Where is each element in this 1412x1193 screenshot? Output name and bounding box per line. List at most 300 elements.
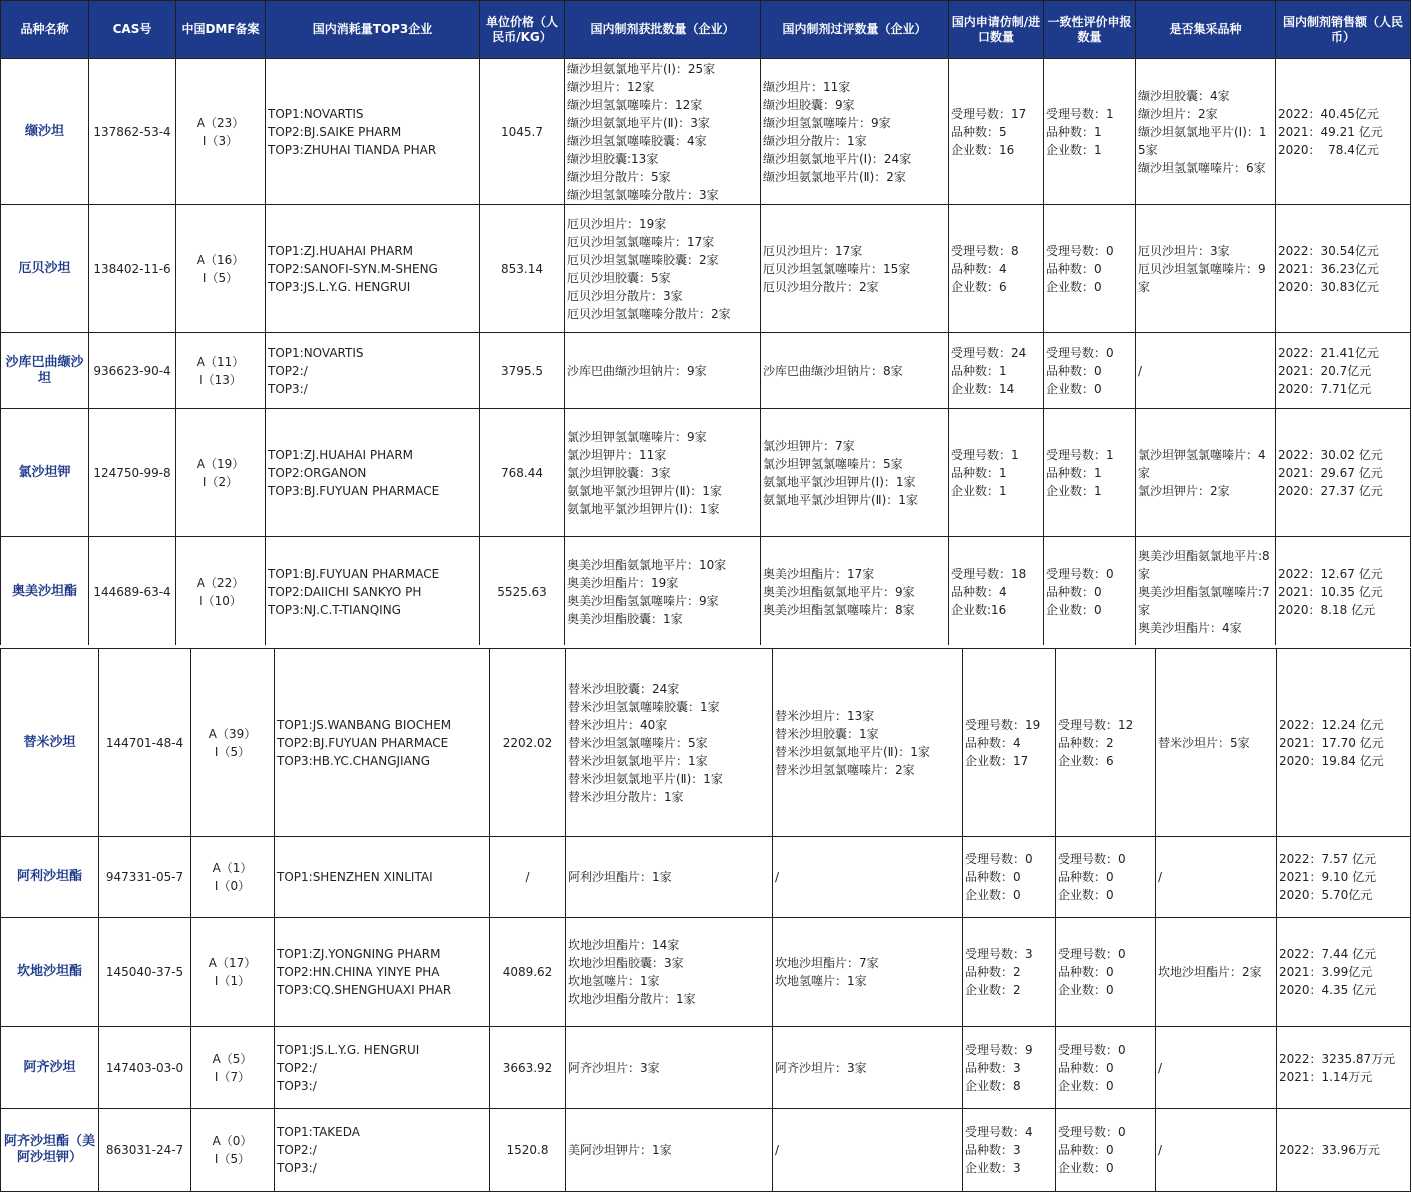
top3-companies-line: TOP3:/ [268,381,308,396]
application-count-line: 企业数:16 [951,602,1007,617]
top3-companies-line: TOP1:ZJ.HUAHAI PHARM [268,447,414,462]
header-dmf: 中国DMF备案 [176,1,266,59]
approved-count-line: 替米沙坦氨氯地平片：1家 [568,753,708,768]
sales-amount-line: 2021：36.23亿元 [1278,261,1379,276]
dmf-filing-line: I（2） [202,474,239,489]
sales-amount-line: 2021：3.99亿元 [1279,965,1373,979]
application-count-line: 受理号数：3 [965,947,1033,961]
application-count-cell [963,1027,1056,1109]
approved-count-line: 替米沙坦氨氯地平片(Ⅱ)：1家 [568,771,723,786]
approved-count-line: 氯沙坦钾胶囊：3家 [567,465,671,480]
vbp-status-cell [1136,537,1276,647]
vbp-status-line: 氯沙坦钾片：2家 [1138,483,1230,498]
top3-companies-cell [266,333,480,409]
drug-name-cell: 阿齐沙坦 [1,1027,99,1109]
vbp-status-cell [1156,649,1277,837]
consistency-count-cell [1056,1027,1156,1109]
unit-price-cell: 4089.62 [490,918,566,1027]
dmf-filing-line: I（5） [202,270,239,285]
vbp-status-line: 缬沙坦片：2家 [1138,106,1218,121]
approved-count-line: 氨氯地平氯沙坦钾片(Ⅱ)：1家 [567,483,722,498]
passed-count-line: 缬沙坦片：11家 [763,79,851,94]
application-count-line: 企业数：3 [965,1161,1021,1175]
dmf-filing-cell [176,333,266,409]
vbp-status-line: / [1158,870,1163,884]
dmf-filing-cell [191,918,275,1027]
drug-name-cell: 沙库巴曲缬沙坦 [1,333,89,409]
drug-name-cell: 缬沙坦 [1,59,89,205]
top3-companies-cell [266,409,480,537]
dmf-filing-line: A（19） [196,456,245,471]
application-count-line: 品种数：4 [951,261,1007,276]
sales-amount-cell [1277,1027,1411,1109]
approved-count-line: 缬沙坦氨氯地平片(Ⅱ)：3家 [567,115,710,130]
approved-count-cell [566,649,773,837]
sales-amount-cell [1277,649,1411,837]
application-count-line: 企业数：17 [965,753,1029,768]
sales-amount-line: 2022：21.41亿元 [1278,345,1379,360]
approved-count-line: 奥美沙坦酯胶囊：1家 [567,611,683,626]
header-top3: 国内消耗量TOP3企业 [266,1,480,59]
dmf-filing-line: I（3） [202,133,239,148]
passed-count-line: 替米沙坦氨氯地平片(Ⅱ)：1家 [775,744,930,759]
dmf-filing-cell [191,837,275,918]
approved-count-line: 坎地沙坦酯片：14家 [568,938,680,952]
drug-name-cell: 氯沙坦钾 [1,409,89,537]
passed-count-line: 阿齐沙坦片：3家 [775,1060,867,1075]
approved-count-line: 坎地沙坦酯胶囊：3家 [568,956,684,970]
consistency-count-line: 品种数：0 [1058,1143,1114,1157]
passed-count-line: 厄贝沙坦片：17家 [763,243,863,258]
application-count-line: 企业数：0 [965,888,1021,902]
application-count-line: 受理号数：17 [951,106,1027,121]
passed-count-line: 氨氯地平氯沙坦钾片(Ⅱ)：1家 [763,492,918,507]
top3-companies-line: TOP1:SHENZHEN XINLITAI [277,870,433,884]
approved-count-cell [566,1027,773,1109]
vbp-status-line: 厄贝沙坦片：3家 [1138,243,1230,258]
header-approved: 国内制剂获批数量（企业） [565,1,761,59]
approved-count-line: 替米沙坦胶囊：24家 [568,681,680,696]
passed-count-cell [773,1027,963,1109]
approved-count-cell [565,537,761,647]
table-row [1,1109,1411,1192]
application-count-cell [949,59,1044,205]
vbp-status-line: 奥美沙坦酯氨氯地平片:8家 [1138,548,1270,581]
unit-price-cell: 5525.63 [480,537,565,647]
application-count-line: 品种数：3 [965,1143,1021,1157]
sales-amount-line: 2022：7.44 亿元 [1279,947,1377,961]
top3-companies-line: TOP1:TAKEDA [277,1125,360,1139]
passed-count-line: 替米沙坦胶囊：1家 [775,726,879,741]
table-row [1,918,1411,1027]
passed-count-line: 缬沙坦胶囊：9家 [763,97,855,112]
dmf-filing-cell [176,537,266,647]
top3-companies-line: TOP1:NOVARTIS [268,106,364,121]
unit-price-cell: 853.14 [480,205,565,333]
top3-companies-line: TOP3:/ [277,1161,317,1175]
sales-amount-line: 2022：7.57 亿元 [1279,852,1377,866]
top3-companies-cell [275,837,490,918]
dmf-filing-cell [191,649,275,837]
sales-amount-line: 2022：12.24 亿元 [1279,717,1384,732]
top3-companies-line: TOP2:/ [277,1143,317,1157]
dmf-filing-cell [176,409,266,537]
approved-count-line: 阿齐沙坦片：3家 [568,1060,660,1075]
top3-companies-cell [275,649,490,837]
vbp-status-cell [1156,837,1277,918]
approved-count-cell [566,918,773,1027]
application-count-cell [949,409,1044,537]
drug-name-cell: 阿利沙坦酯 [1,837,99,918]
approved-count-line: 替米沙坦分散片：1家 [568,789,684,804]
vbp-status-cell [1136,333,1276,409]
approved-count-cell [566,1109,773,1192]
approved-count-cell [566,837,773,918]
application-count-line: 品种数：4 [965,735,1021,750]
cas-number-cell: 863031-24-7 [99,1109,191,1192]
sales-amount-line: 2020：5.70亿元 [1279,888,1373,902]
sales-amount-line: 2022：33.96万元 [1279,1143,1380,1157]
sales-amount-cell [1276,333,1411,409]
application-count-cell [949,333,1044,409]
consistency-count-cell [1056,1109,1156,1192]
vbp-status-line: 缬沙坦氢氯噻嗪片：6家 [1138,160,1266,175]
vbp-status-line: / [1138,363,1143,378]
vbp-status-line: 缬沙坦胶囊：4家 [1138,88,1230,103]
sales-amount-line: 2020：4.35 亿元 [1279,983,1377,997]
top3-companies-line: TOP1:JS.WANBANG BIOCHEM [277,717,452,732]
application-count-line: 受理号数：9 [965,1042,1033,1057]
approved-count-line: 美阿沙坦钾片：1家 [568,1143,672,1157]
application-count-line: 品种数：0 [965,870,1021,884]
consistency-count-line: 品种数：0 [1046,584,1102,599]
header-consistency: 一致性评价申报数量 [1044,1,1136,59]
application-count-line: 品种数：3 [965,1060,1021,1075]
consistency-count-line: 品种数：0 [1058,1060,1114,1075]
consistency-count-line: 受理号数：1 [1046,447,1114,462]
application-count-line: 企业数：8 [965,1078,1021,1093]
passed-count-cell [773,837,963,918]
passed-count-line: 缬沙坦氨氯地平片(Ⅰ)：24家 [763,151,912,166]
header-sales: 国内制剂销售额（人民币） [1276,1,1411,59]
vbp-status-line: 坎地沙坦酯片：2家 [1158,965,1262,979]
approved-count-line: 缬沙坦氨氯地平片(Ⅰ)：25家 [567,61,716,76]
vbp-status-line: 奥美沙坦酯氢氯噻嗪片:7家 [1138,584,1270,617]
consistency-count-line: 品种数：0 [1058,870,1114,884]
consistency-count-line: 企业数：0 [1046,279,1102,294]
dmf-filing-cell [191,1027,275,1109]
top3-companies-line: TOP2:HN.CHINA YINYE PHA [277,965,440,979]
application-count-line: 企业数：16 [951,142,1015,157]
sales-amount-line: 2021：20.7亿元 [1278,363,1372,378]
approved-count-line: 缬沙坦氢氯噻嗪分散片：3家 [567,187,719,202]
sales-amount-cell [1276,205,1411,333]
passed-count-line: 厄贝沙坦氢氯噻嗪片：15家 [763,261,911,276]
application-count-cell [963,837,1056,918]
sales-amount-line: 2020：30.83亿元 [1278,279,1379,294]
consistency-count-line: 受理号数：0 [1058,1125,1126,1139]
consistency-count-line: 受理号数：12 [1058,717,1134,732]
consistency-count-cell [1056,837,1156,918]
dmf-filing-cell [176,59,266,205]
passed-count-line: 坎地沙坦酯片：7家 [775,956,879,970]
sales-amount-line: 2022：12.67 亿元 [1278,566,1383,581]
approved-count-line: 厄贝沙坦氢氯噻嗪分散片：2家 [567,306,731,321]
vbp-status-cell [1156,1027,1277,1109]
dmf-filing-line: A（5） [212,1051,253,1066]
cas-number-cell: 147403-03-0 [99,1027,191,1109]
passed-count-cell [761,409,949,537]
sales-amount-cell [1276,409,1411,537]
passed-count-line: 厄贝沙坦分散片：2家 [763,279,879,294]
consistency-count-cell [1056,918,1156,1027]
dmf-filing-cell [176,205,266,333]
cas-number-cell: 144701-48-4 [99,649,191,837]
header-row [1,1,1411,59]
passed-count-line: 沙库巴曲缬沙坦钠片：8家 [763,363,903,378]
top3-companies-line: TOP3:ZHUHAI TIANDA PHAR [268,142,437,157]
approved-count-line: 厄贝沙坦氢氯噻嗪片：17家 [567,234,715,249]
vbp-status-line: 厄贝沙坦氢氯噻嗪片：9家 [1138,261,1266,294]
top3-companies-line: TOP1:BJ.FUYUAN PHARMACE [268,566,440,581]
top3-companies-line: TOP3:JS.L.Y.G. HENGRUI [268,279,411,294]
passed-count-line: 替米沙坦片：13家 [775,708,875,723]
table-row [1,537,1411,647]
top3-companies-line: TOP2:SANOFI-SYN.M-SHENG [268,261,438,276]
approved-count-cell [565,333,761,409]
approved-count-line: 替米沙坦氢氯噻嗪胶囊：1家 [568,699,720,714]
top3-companies-line: TOP1:ZJ.YONGNING PHARM [277,947,441,961]
approved-count-line: 缬沙坦分散片：5家 [567,169,671,184]
sales-amount-cell [1276,59,1411,205]
cas-number-cell: 124750-99-8 [89,409,176,537]
passed-count-line: 奥美沙坦酯片：17家 [763,566,875,581]
passed-count-line: 替米沙坦氢氯噻嗪片：2家 [775,762,915,777]
top3-companies-line: TOP3:BJ.FUYUAN PHARMACE [268,483,440,498]
top3-companies-line: TOP1:NOVARTIS [268,345,364,360]
passed-count-cell [773,649,963,837]
header-name: 品种名称 [1,1,89,59]
passed-count-cell [761,333,949,409]
unit-price-cell: 3663.92 [490,1027,566,1109]
sales-amount-line: 2020：27.37 亿元 [1278,483,1383,498]
vbp-status-line: 缬沙坦氨氯地平片(Ⅰ)：15家 [1138,124,1267,157]
consistency-count-line: 品种数：1 [1046,124,1102,139]
application-count-line: 品种数：5 [951,124,1007,139]
passed-count-line: 缬沙坦分散片：1家 [763,133,867,148]
dmf-filing-line: I（5） [214,1152,251,1166]
passed-count-cell [773,1109,963,1192]
application-count-line: 受理号数：24 [951,345,1027,360]
header-passed: 国内制剂过评数量（企业） [761,1,949,59]
consistency-count-line: 企业数：0 [1058,1161,1114,1175]
dmf-filing-line: I（1） [214,974,251,988]
unit-price-cell: 1520.8 [490,1109,566,1192]
application-count-line: 企业数：2 [965,983,1021,997]
top3-companies-line: TOP2:/ [277,1060,317,1075]
application-count-cell [949,537,1044,647]
drug-table-part-2 [0,648,1411,1192]
application-count-line: 品种数：1 [951,465,1007,480]
approved-count-line: 缬沙坦片：12家 [567,79,655,94]
sales-amount-line: 2022：30.02 亿元 [1278,447,1383,462]
vbp-status-cell [1136,409,1276,537]
vbp-status-cell [1136,59,1276,205]
sales-amount-cell [1276,537,1411,647]
vbp-status-cell [1156,1109,1277,1192]
cas-number-cell: 137862-53-4 [89,59,176,205]
sales-amount-line: 2021：49.21 亿元 [1278,124,1383,139]
top3-companies-cell [266,59,480,205]
dmf-filing-line: A（22） [196,575,245,590]
consistency-count-line: 企业数：0 [1058,888,1114,902]
unit-price-cell: 768.44 [480,409,565,537]
table-row [1,409,1411,537]
top3-companies-cell [266,205,480,333]
drug-name-cell: 厄贝沙坦 [1,205,89,333]
application-count-line: 受理号数：4 [965,1125,1033,1139]
sales-amount-line: 2021：17.70 亿元 [1279,735,1384,750]
passed-count-cell [761,537,949,647]
approved-count-line: 坎地氢噻片：1家 [568,974,660,988]
top3-companies-line: TOP3:NJ.C.T-TIANQING [268,602,401,617]
vbp-status-line: / [1158,1060,1163,1075]
passed-count-line: 缬沙坦氨氯地平片(Ⅱ)：2家 [763,169,906,184]
table-row [1,333,1411,409]
table-row [1,1027,1411,1109]
sales-amount-line: 2021：29.67 亿元 [1278,465,1383,480]
passed-count-line: 缬沙坦氢氯噻嗪片：9家 [763,115,891,130]
approved-count-line: 奥美沙坦酯片：19家 [567,575,679,590]
application-count-line: 受理号数：19 [965,717,1041,732]
dmf-filing-line: A（23） [196,115,245,130]
passed-count-line: 氯沙坦钾片：7家 [763,438,855,453]
sales-amount-line: 2020： 78.4亿元 [1278,142,1379,157]
application-count-line: 企业数：14 [951,381,1015,396]
consistency-count-line: 品种数：0 [1058,965,1114,979]
consistency-count-cell [1044,409,1136,537]
approved-count-line: 坎地沙坦酯分散片：1家 [568,992,696,1006]
passed-count-cell [761,205,949,333]
approved-count-line: 缬沙坦氢氯噻嗪胶囊：4家 [567,133,707,148]
application-count-cell [963,649,1056,837]
table-row [1,205,1411,333]
approved-count-line: 厄贝沙坦片：19家 [567,216,667,231]
dmf-filing-line: A（17） [208,956,257,970]
top3-companies-line: TOP1:JS.L.Y.G. HENGRUI [277,1042,420,1057]
top3-companies-cell [275,1027,490,1109]
approved-count-line: 沙库巴曲缬沙坦钠片：9家 [567,363,707,378]
consistency-count-line: 企业数：0 [1058,1078,1114,1093]
top3-companies-cell [275,1109,490,1192]
sales-amount-line: 2021：9.10 亿元 [1279,870,1377,884]
consistency-count-cell [1056,649,1156,837]
cas-number-cell: 138402-11-6 [89,205,176,333]
application-count-line: 受理号数：18 [951,566,1027,581]
approved-count-line: 氨氯地平氯沙坦钾片(Ⅰ)：1家 [567,501,720,516]
application-count-line: 受理号数：8 [951,243,1019,258]
cas-number-cell: 145040-37-5 [99,918,191,1027]
dmf-filing-line: A（39） [208,726,257,741]
unit-price-cell: 3795.5 [480,333,565,409]
top3-companies-line: TOP2:BJ.SAIKE PHARM [268,124,402,139]
consistency-count-line: 品种数：2 [1058,735,1114,750]
consistency-count-line: 受理号数：0 [1058,1042,1126,1057]
approved-count-cell [565,205,761,333]
passed-count-line: 奥美沙坦酯氨氯地平片：9家 [763,584,915,599]
approved-count-cell [565,59,761,205]
sales-amount-line: 2020：19.84 亿元 [1279,753,1384,768]
consistency-count-line: 企业数：1 [1046,142,1102,157]
application-count-line: 企业数：1 [951,483,1007,498]
top3-companies-line: TOP2:ORGANON [268,465,367,480]
header-price: 单位价格（人民币/KG） [480,1,565,59]
top3-companies-line: TOP3:/ [277,1078,317,1093]
cas-number-cell: 144689-63-4 [89,537,176,647]
unit-price-cell: 1045.7 [480,59,565,205]
consistency-count-line: 企业数：0 [1046,602,1102,617]
top3-companies-line: TOP2:/ [268,363,308,378]
sales-amount-line: 2022：3235.87万元 [1279,1051,1396,1066]
consistency-count-cell [1044,59,1136,205]
top3-companies-line: TOP3:HB.YC.CHANGJIANG [277,753,431,768]
approved-count-line: 氯沙坦钾片：11家 [567,447,667,462]
consistency-count-line: 品种数：0 [1046,261,1102,276]
consistency-count-line: 企业数：6 [1058,753,1114,768]
application-count-line: 品种数：1 [951,363,1007,378]
approved-count-line: 奥美沙坦酯氢氯噻嗪片：9家 [567,593,719,608]
approved-count-cell [565,409,761,537]
consistency-count-line: 受理号数：0 [1046,345,1114,360]
consistency-count-line: 受理号数：0 [1046,566,1114,581]
approved-count-line: 缬沙坦氢氯噻嗪片：12家 [567,97,703,112]
sales-amount-cell [1277,918,1411,1027]
dmf-filing-line: I（5） [214,744,251,759]
consistency-count-cell [1044,205,1136,333]
approved-count-line: 替米沙坦片：40家 [568,717,668,732]
header-cas: CAS号 [89,1,176,59]
header-vbp: 是否集采品种 [1136,1,1276,59]
approved-count-line: 氯沙坦钾氢氯噻嗪片：9家 [567,429,707,444]
sales-amount-line: 2022：30.54亿元 [1278,243,1379,258]
sales-amount-cell [1277,837,1411,918]
consistency-count-line: 品种数：0 [1046,363,1102,378]
table-row [1,59,1411,205]
application-count-line: 品种数：4 [951,584,1007,599]
passed-count-line: 氨氯地平氯沙坦钾片(Ⅰ)：1家 [763,474,916,489]
sales-amount-line: 2021：10.35 亿元 [1278,584,1383,599]
consistency-count-cell [1044,537,1136,647]
consistency-count-line: 受理号数：0 [1046,243,1114,258]
header-apply: 国内申请仿制/进口数量 [949,1,1044,59]
consistency-count-line: 企业数：0 [1046,381,1102,396]
consistency-count-line: 受理号数：1 [1046,106,1114,121]
application-count-line: 品种数：2 [965,965,1021,979]
dmf-filing-line: I（13） [199,372,242,387]
consistency-count-line: 企业数：0 [1058,983,1114,997]
approved-count-line: 奥美沙坦酯氨氯地平片：10家 [567,557,727,572]
top3-companies-line: TOP2:BJ.FUYUAN PHARMACE [277,735,449,750]
passed-count-line: 氯沙坦钾氢氯噻嗪片：5家 [763,456,903,471]
table-row [1,837,1411,918]
passed-count-line: 坎地氢噻片：1家 [775,974,867,988]
top3-companies-line: TOP1:ZJ.HUAHAI PHARM [268,243,414,258]
unit-price-cell: / [490,837,566,918]
top3-companies-line: TOP3:CQ.SHENGHUAXI PHAR [277,983,452,997]
vbp-status-cell [1136,205,1276,333]
vbp-status-line: / [1158,1143,1163,1157]
passed-count-cell [773,918,963,1027]
